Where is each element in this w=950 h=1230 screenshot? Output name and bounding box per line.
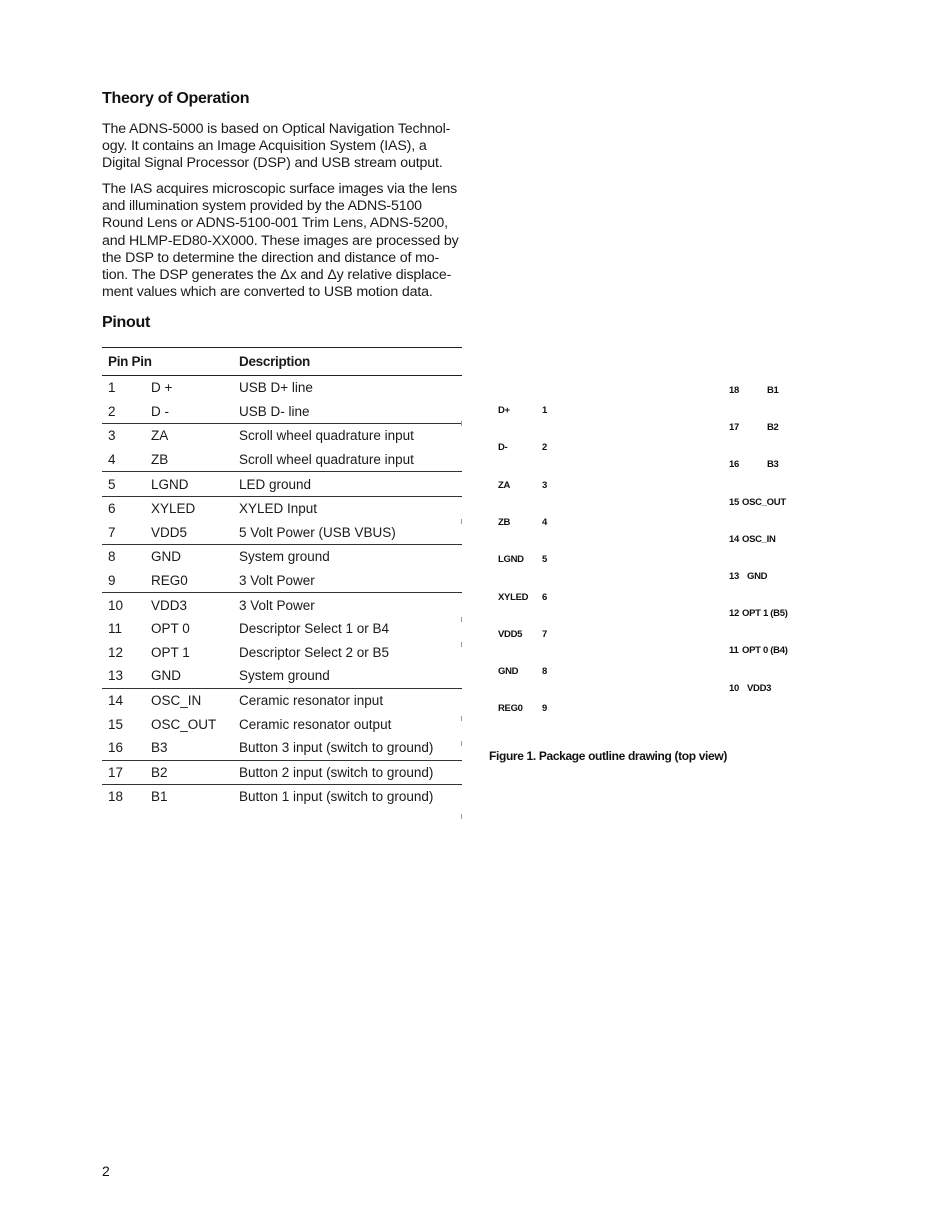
pin-name-cell: OPT 0 xyxy=(151,621,190,637)
table-row xyxy=(102,688,462,712)
margin-tick xyxy=(461,617,462,622)
right-pin-name-label: B2 xyxy=(767,422,779,434)
left-pin-name-label: D- xyxy=(498,442,508,454)
right-pin-number-label: 11 xyxy=(729,645,739,657)
margin-tick xyxy=(461,741,462,746)
theory-heading: Theory of Operation xyxy=(102,90,250,107)
pin-column-header: Pin Pin xyxy=(102,348,233,376)
left-pin-number-label: 8 xyxy=(542,666,547,678)
table-row xyxy=(102,760,462,785)
right-pin-name-label: B1 xyxy=(767,385,779,396)
left-pin-number-label: 1 xyxy=(542,405,547,416)
right-pin-name-label: GND xyxy=(747,571,768,582)
pin-name-cell: D + xyxy=(151,380,173,396)
pin-name-cell: GND xyxy=(145,664,233,688)
table-row xyxy=(102,545,462,569)
pin-number-cell: 4 xyxy=(102,448,145,472)
table-row xyxy=(102,472,462,497)
pin-number-cell: 3 xyxy=(108,428,116,444)
page-number: 2 xyxy=(102,1163,110,1179)
pin-number-cell: 1 xyxy=(108,380,116,396)
left-pin-name-label: LGND xyxy=(498,554,524,566)
right-pin-number-label: 12 xyxy=(729,608,739,620)
theory-paragraph-2: The IAS acquires microscopic surface images via the lens and illumination system provided by the ADNS-5100 Round Lens or ADNS-5100-001 Trim Lens, ADNS-5200, and HLMP-ED80-XX000. These images are processed by the DSP to determine the direction and distance of mo-tion. The DSP generates the Δx and Δy relative displace-ment values which are converted to USB motion data. xyxy=(102,181,459,301)
pin-number-cell: 15 xyxy=(108,716,124,732)
table-row xyxy=(102,496,462,520)
table-row xyxy=(102,593,462,617)
right-pin-name-label: B3 xyxy=(767,459,779,471)
pin-name-cell: REG0 xyxy=(145,569,233,593)
pin-number-cell: 16 xyxy=(102,736,145,760)
pinout-heading: Pinout xyxy=(102,314,150,331)
margin-tick xyxy=(461,814,462,819)
pin-description-cell: 3 Volt Power xyxy=(239,597,315,613)
pin-description-cell: USB D+ line xyxy=(239,380,313,396)
pin-description-cell: Scroll wheel quadrature input xyxy=(233,448,462,472)
table-row xyxy=(102,448,462,472)
right-pin-label xyxy=(729,534,776,545)
table-row xyxy=(102,617,462,641)
pin-number-cell: 6 xyxy=(108,501,116,517)
left-pin-name-label: D+ xyxy=(498,405,510,416)
pin-description-cell: System ground xyxy=(239,549,330,565)
table-row xyxy=(102,641,462,665)
theory-paragraph-1: The ADNS-5000 is based on Optical Navigation Technol-ogy. It contains an Image Acquisition System (IAS), a Digital Signal Processor (DSP) and USB stream output. xyxy=(102,121,451,172)
left-pin-name-label: ZB xyxy=(498,516,511,528)
right-pin-number-label: 18 xyxy=(729,385,739,396)
pin-description-cell: System ground xyxy=(233,664,462,688)
pin-description-cell: Button 1 input (switch to ground) xyxy=(239,789,434,805)
right-pin-number-label: 10 xyxy=(729,682,739,694)
right-pin-label xyxy=(729,683,771,694)
pin-description-cell: 5 Volt Power (USB VBUS) xyxy=(233,521,462,545)
table-row xyxy=(102,569,462,593)
pin-name-cell: B2 xyxy=(145,760,233,785)
pin-number-cell: 17 xyxy=(102,760,145,785)
pin-number-cell: 11 xyxy=(108,621,123,637)
right-pin-name-label: VDD3 xyxy=(747,682,772,694)
left-pin-number-label: 4 xyxy=(542,516,547,528)
pin-description-cell: Scroll wheel quadrature input xyxy=(239,428,414,444)
description-column-header: Description xyxy=(233,348,462,376)
pin-name-cell: XYLED xyxy=(151,501,196,517)
pinout-table-header xyxy=(102,348,462,376)
pin-name-cell: VDD5 xyxy=(145,521,233,545)
pin-description-cell: Button 2 input (switch to ground) xyxy=(233,760,462,785)
right-pin-label xyxy=(729,571,767,582)
table-row xyxy=(102,664,462,688)
table-row xyxy=(102,736,462,760)
right-pin-number-label: 17 xyxy=(729,422,739,434)
pin-number-cell: 14 xyxy=(108,693,124,709)
right-pin-label xyxy=(729,608,788,619)
left-pin-number-label: 2 xyxy=(542,442,547,454)
pin-name-cell: ZA xyxy=(151,428,169,444)
left-pin-name-label: ZA xyxy=(498,479,511,491)
pin-name-cell: VDD3 xyxy=(151,597,188,613)
pin-name-cell: OSC_IN xyxy=(151,693,202,709)
pin-number-cell: 18 xyxy=(108,789,124,805)
pin-name-cell: LGND xyxy=(145,472,233,497)
right-pin-name-label: OPT 1 (B5) xyxy=(742,608,788,620)
right-pin-label xyxy=(729,497,786,508)
right-pin-label xyxy=(729,422,779,433)
pin-name-cell: GND xyxy=(151,549,181,565)
right-pin-number-label: 14 xyxy=(729,533,739,545)
table-row xyxy=(102,376,462,400)
right-pin-label xyxy=(729,385,779,396)
left-pin-name-label: VDD5 xyxy=(498,628,523,640)
margin-tick xyxy=(461,716,462,721)
pin-description-cell: 3 Volt Power xyxy=(233,569,462,593)
left-pin-number-label: 9 xyxy=(542,703,547,715)
pin-name-cell: OPT 1 xyxy=(151,644,190,660)
left-pin-number-label: 5 xyxy=(542,554,547,566)
pin-name-cell: B3 xyxy=(145,736,233,760)
figure-caption: Figure 1. Package outline drawing (top view) xyxy=(489,749,727,763)
right-pin-label xyxy=(729,645,788,656)
pin-name-cell: D - xyxy=(145,400,233,424)
pin-description-cell: Button 3 input (switch to ground) xyxy=(233,736,462,760)
right-pin-name-label: OSC_IN xyxy=(742,533,776,545)
left-pin-name-label: REG0 xyxy=(498,703,523,715)
pin-description-cell: USB D- line xyxy=(233,400,462,424)
right-pin-name-label: OSC_OUT xyxy=(742,496,786,508)
pin-number-cell: 9 xyxy=(102,569,145,593)
margin-tick xyxy=(461,421,462,426)
left-pin-number-label: 7 xyxy=(542,628,547,640)
table-row xyxy=(102,521,462,545)
pin-description-cell: Ceramic resonator input xyxy=(239,693,384,709)
pin-description-cell: Ceramic resonator output xyxy=(239,716,392,732)
table-row xyxy=(102,424,462,448)
margin-tick xyxy=(461,642,462,647)
pin-name-cell: ZB xyxy=(145,448,233,472)
pin-number-cell: 2 xyxy=(102,400,145,424)
right-pin-number-label: 15 xyxy=(729,496,739,508)
pin-description-cell: XYLED Input xyxy=(239,501,318,517)
pin-number-cell: 12 xyxy=(108,644,124,660)
pin-description-cell: Descriptor Select 1 or B4 xyxy=(239,621,390,637)
margin-tick xyxy=(461,519,462,524)
pin-number-cell: 10 xyxy=(108,597,124,613)
right-pin-name-label: OPT 0 (B4) xyxy=(742,645,788,657)
right-pin-number-label: 13 xyxy=(729,571,739,582)
pin-number-cell: 5 xyxy=(102,472,145,497)
right-pin-number-label: 16 xyxy=(729,459,739,471)
pin-number-cell: 13 xyxy=(102,664,145,688)
pin-description-cell: Descriptor Select 2 or B5 xyxy=(239,644,390,660)
pin-description-cell: LED ground xyxy=(233,472,462,497)
pin-number-cell: 7 xyxy=(102,521,145,545)
table-row xyxy=(102,785,462,809)
table-row xyxy=(102,712,462,736)
left-pin-number-label: 6 xyxy=(542,591,547,603)
left-pin-number-label: 3 xyxy=(542,479,547,491)
pin-number-cell: 8 xyxy=(108,549,116,565)
left-pin-name-label: XYLED xyxy=(498,591,529,603)
pin-name-cell: OSC_OUT xyxy=(151,716,217,732)
right-pin-label xyxy=(729,459,779,470)
pinout-table xyxy=(102,347,462,809)
pin-name-cell: B1 xyxy=(151,789,168,805)
table-row xyxy=(102,400,462,424)
left-pin-name-label: GND xyxy=(498,666,519,678)
